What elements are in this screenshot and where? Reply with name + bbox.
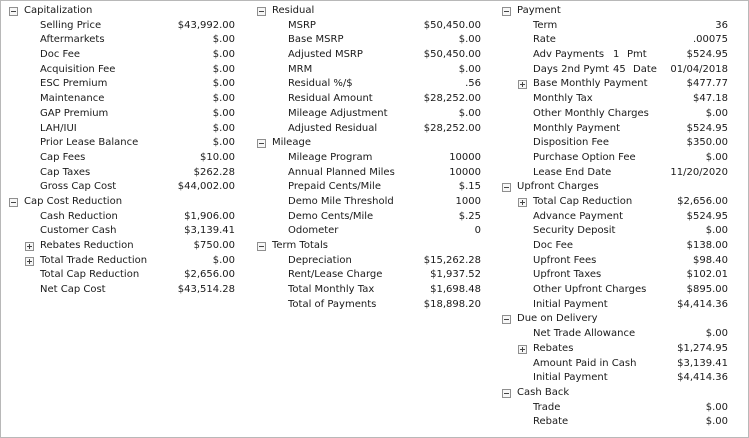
value: $1,937.52 <box>430 269 481 281</box>
row-cash-back-trade: Trade $.00 <box>502 401 728 416</box>
value: $.15 <box>458 181 481 193</box>
column-residual <box>257 4 481 312</box>
section-header-term-totals[interactable]: Term Totals <box>257 239 481 254</box>
column-capitalization <box>9 4 235 298</box>
value: $50,450.00 <box>423 19 481 31</box>
row-other-upfront-charges: Other Upfront Charges $895.00 <box>502 283 728 298</box>
value: $18,898.20 <box>423 298 481 310</box>
row-depreciation: Depreciation $15,262.28 <box>257 254 481 269</box>
row-rebates[interactable]: Rebates $1,274.95 <box>502 342 728 357</box>
value: $44,002.00 <box>177 181 235 193</box>
row-cash-reduction: Cash Reduction $1,906.00 <box>9 210 235 225</box>
value: $350.00 <box>686 137 728 149</box>
row-base-monthly-payment[interactable]: Base Monthly Payment $477.77 <box>502 77 728 92</box>
value: $4,414.36 <box>677 298 728 310</box>
value: $524.95 <box>686 122 728 134</box>
expand-toggle-icon[interactable] <box>518 80 527 89</box>
row-monthly-payment: Monthly Payment $524.95 <box>502 122 728 137</box>
value: $43,514.28 <box>177 284 235 296</box>
row-days-2nd-pymt: Days 2nd Pymt 45 Date 01/04/2018 <box>502 63 728 78</box>
adv-payments-count: 1 <box>613 49 620 61</box>
collapse-toggle-icon[interactable] <box>257 7 266 16</box>
row-initial-payment: Initial Payment $4,414.36 <box>502 298 728 313</box>
row-disposition-fee: Disposition Fee $350.00 <box>502 136 728 151</box>
value: $477.77 <box>686 78 728 90</box>
row-delivery-initial-payment: Initial Payment $4,414.36 <box>502 371 728 386</box>
value: $138.00 <box>686 240 728 251</box>
value: $1,698.48 <box>430 284 481 296</box>
value: 36 <box>715 19 728 31</box>
value: 10000 <box>449 151 481 163</box>
value: $.00 <box>458 63 481 75</box>
row-cash-back-rebate: Rebate $.00 <box>502 415 728 430</box>
expand-toggle-icon[interactable] <box>518 198 527 207</box>
row-purchase-option-fee: Purchase Option Fee $.00 <box>502 151 728 166</box>
collapse-toggle-icon[interactable] <box>502 389 511 398</box>
value: $.00 <box>212 137 235 149</box>
value: $895.00 <box>686 284 728 296</box>
value: $.00 <box>212 254 235 266</box>
row-lease-end-date: Lease End Date 11/20/2020 <box>502 166 728 181</box>
row-mrm: MRM $.00 <box>257 63 481 78</box>
row-annual-planned-miles: Annual Planned Miles 10000 <box>257 166 481 181</box>
expand-toggle-icon[interactable] <box>25 257 34 266</box>
value: $28,252.00 <box>423 93 481 105</box>
row-upfront-doc-fee: Doc Fee $138.00 <box>502 239 728 254</box>
value: $.00 <box>458 34 481 46</box>
expand-toggle-icon[interactable] <box>518 345 527 354</box>
value: $43,992.00 <box>177 19 235 31</box>
row-msrp: MSRP $50,450.00 <box>257 19 481 34</box>
row-cap-taxes: Cap Taxes $262.28 <box>9 166 235 181</box>
value: $102.01 <box>686 269 728 281</box>
value: $.00 <box>212 107 235 119</box>
row-lah-iui: LAH/IUI $.00 <box>9 122 235 137</box>
row-prior-lease-balance: Prior Lease Balance $.00 <box>9 136 235 151</box>
value: $.25 <box>458 210 481 222</box>
section-header-cap-cost-reduction[interactable]: Cap Cost Reduction <box>9 195 235 210</box>
row-rate: Rate .00075 <box>502 33 728 48</box>
row-aftermarkets: Aftermarkets $.00 <box>9 33 235 48</box>
row-other-monthly-charges: Other Monthly Charges $.00 <box>502 107 728 122</box>
row-upfront-total-cap-reduction[interactable]: Total Cap Reduction $2,656.00 <box>502 195 728 210</box>
value: $.00 <box>705 151 728 163</box>
section-header-mileage[interactable]: Mileage <box>257 136 481 151</box>
date-label: Date <box>633 63 657 75</box>
value: .00075 <box>693 34 728 46</box>
collapse-toggle-icon[interactable] <box>502 183 511 192</box>
row-doc-fee: Doc Fee $.00 <box>9 48 235 63</box>
row-total-cap-reduction: Total Cap Reduction $2,656.00 <box>9 268 235 283</box>
section-header-due-on-delivery[interactable]: Due on Delivery <box>502 312 728 327</box>
row-upfront-fees: Upfront Fees $98.40 <box>502 254 728 269</box>
row-cap-fees: Cap Fees $10.00 <box>9 151 235 166</box>
value: $1,274.95 <box>677 342 728 354</box>
collapse-toggle-icon[interactable] <box>257 139 266 148</box>
value: $.00 <box>705 401 728 413</box>
value: $.00 <box>705 225 728 237</box>
value: 0 <box>474 225 481 237</box>
row-adjusted-residual: Adjusted Residual $28,252.00 <box>257 122 481 137</box>
row-amount-paid-in-cash: Amount Paid in Cash $3,139.41 <box>502 357 728 372</box>
value: $2,656.00 <box>677 195 728 207</box>
row-total-of-payments: Total of Payments $18,898.20 <box>257 298 481 313</box>
row-residual-percent: Residual %/$ .56 <box>257 77 481 92</box>
value: $.00 <box>705 416 728 428</box>
section-header-upfront-charges[interactable]: Upfront Charges <box>502 180 728 195</box>
collapse-toggle-icon[interactable] <box>257 242 266 251</box>
row-security-deposit: Security Deposit $.00 <box>502 224 728 239</box>
expand-toggle-icon[interactable] <box>25 242 34 251</box>
collapse-toggle-icon[interactable] <box>9 7 18 16</box>
collapse-toggle-icon[interactable] <box>502 7 511 16</box>
row-rent-lease-charge: Rent/Lease Charge $1,937.52 <box>257 268 481 283</box>
row-net-trade-allowance: Net Trade Allowance $.00 <box>502 327 728 342</box>
collapse-toggle-icon[interactable] <box>502 315 511 324</box>
row-gap-premium: GAP Premium $.00 <box>9 107 235 122</box>
row-esc-premium: ESC Premium $.00 <box>9 77 235 92</box>
value: $15,262.28 <box>423 254 481 266</box>
section-header-payment[interactable]: Payment <box>502 4 728 19</box>
row-odometer: Odometer 0 <box>257 224 481 239</box>
value: $262.28 <box>193 166 235 178</box>
row-mileage-adjustment: Mileage Adjustment $.00 <box>257 107 481 122</box>
value: 10000 <box>449 166 481 178</box>
value: 01/04/2018 <box>670 63 728 75</box>
value: $.00 <box>212 49 235 61</box>
value: $.00 <box>705 107 728 119</box>
section-header-residual[interactable]: Residual <box>257 4 481 19</box>
row-term: Term 36 <box>502 19 728 34</box>
value: .56 <box>465 78 481 90</box>
row-mileage-program: Mileage Program 10000 <box>257 151 481 166</box>
value: $10.00 <box>200 151 235 163</box>
value: $750.00 <box>193 240 235 251</box>
value: $.00 <box>212 78 235 90</box>
value: 11/20/2020 <box>670 166 728 178</box>
value: 1000 <box>455 195 481 207</box>
value: $3,139.41 <box>184 225 235 237</box>
value: $28,252.00 <box>423 122 481 134</box>
pmt-label: Pmt <box>627 49 647 61</box>
section-header-capitalization[interactable]: Capitalization <box>9 4 235 19</box>
row-customer-cash: Customer Cash $3,139.41 <box>9 224 235 239</box>
row-adjusted-msrp: Adjusted MSRP $50,450.00 <box>257 48 481 63</box>
row-net-cap-cost: Net Cap Cost $43,514.28 <box>9 283 235 298</box>
value: $.00 <box>212 122 235 134</box>
row-rebates-reduction[interactable]: Rebates Reduction $750.00 <box>9 239 235 254</box>
value: $524.95 <box>686 49 728 61</box>
value: $4,414.36 <box>677 372 728 384</box>
row-adv-payments: Adv Payments 1 Pmt $524.95 <box>502 48 728 63</box>
row-maintenance: Maintenance $.00 <box>9 92 235 107</box>
row-gross-cap-cost: Gross Cap Cost $44,002.00 <box>9 180 235 195</box>
value: $98.40 <box>693 254 728 266</box>
value: $1,906.00 <box>184 210 235 222</box>
value: $.00 <box>212 93 235 105</box>
column-payment <box>502 4 728 430</box>
row-prepaid-cents-mile: Prepaid Cents/Mile $.15 <box>257 180 481 195</box>
value: $.00 <box>705 328 728 340</box>
row-residual-amount: Residual Amount $28,252.00 <box>257 92 481 107</box>
row-acquisition-fee: Acquisition Fee $.00 <box>9 63 235 78</box>
row-demo-mile-threshold: Demo Mile Threshold 1000 <box>257 195 481 210</box>
row-demo-cents-mile: Demo Cents/Mile $.25 <box>257 210 481 225</box>
value: $50,450.00 <box>423 49 481 61</box>
days-count: 45 <box>613 63 626 75</box>
value: $47.18 <box>693 93 728 105</box>
value: $.00 <box>212 34 235 46</box>
value: $524.95 <box>686 210 728 222</box>
row-upfront-taxes: Upfront Taxes $102.01 <box>502 268 728 283</box>
row-advance-payment: Advance Payment $524.95 <box>502 210 728 225</box>
value: $3,139.41 <box>677 357 728 369</box>
row-selling-price: Selling Price $43,992.00 <box>9 19 235 34</box>
value: $.00 <box>458 107 481 119</box>
value: $2,656.00 <box>184 269 235 281</box>
row-base-msrp: Base MSRP $.00 <box>257 33 481 48</box>
section-header-cash-back[interactable]: Cash Back <box>502 386 728 401</box>
row-total-monthly-tax: Total Monthly Tax $1,698.48 <box>257 283 481 298</box>
value: $.00 <box>212 63 235 75</box>
row-total-trade-reduction[interactable]: Total Trade Reduction $.00 <box>9 254 235 269</box>
collapse-toggle-icon[interactable] <box>9 198 18 207</box>
row-monthly-tax: Monthly Tax $47.18 <box>502 92 728 107</box>
